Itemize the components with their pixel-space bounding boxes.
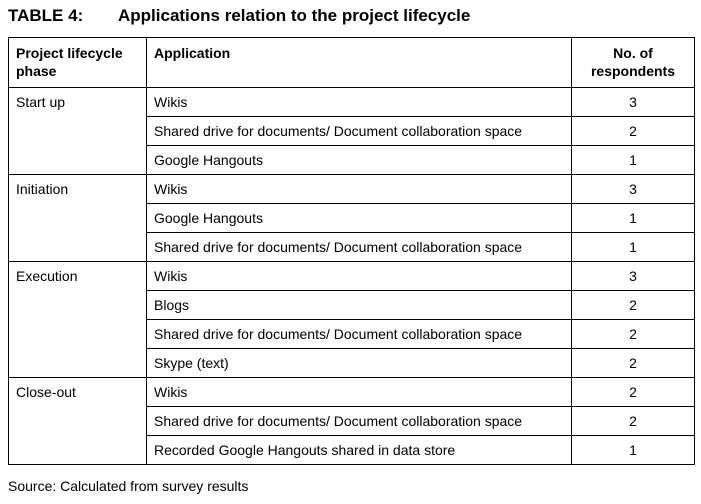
header-phase: Project lifecycle phase (9, 38, 147, 88)
application-cell: Shared drive for documents/ Document collaboration space (147, 233, 572, 262)
table-row (9, 175, 695, 204)
header-row (9, 38, 695, 88)
application-cell: Wikis (147, 88, 572, 117)
application-cell: Google Hangouts (147, 146, 572, 175)
application-cell: Blogs (147, 291, 572, 320)
count-cell: 1 (572, 146, 695, 175)
application-cell: Skype (text) (147, 349, 572, 378)
count-cell: 1 (572, 204, 695, 233)
header-application: Application (147, 38, 572, 88)
table-row (9, 378, 695, 407)
count-cell: 2 (572, 291, 695, 320)
phase-cell: Start up (9, 88, 147, 175)
count-cell: 1 (572, 436, 695, 465)
phase-cell: Execution (9, 262, 147, 378)
count-cell: 2 (572, 320, 695, 349)
source-note: Source: Calculated from survey results (8, 478, 249, 494)
application-cell: Wikis (147, 378, 572, 407)
application-cell: Google Hangouts (147, 204, 572, 233)
table-title: Applications relation to the project lifecycle (118, 6, 471, 25)
count-cell: 3 (572, 262, 695, 291)
count-cell: 3 (572, 175, 695, 204)
phase-cell: Initiation (9, 175, 147, 262)
count-cell: 2 (572, 378, 695, 407)
count-cell: 2 (572, 407, 695, 436)
phase-cell: Close-out (9, 378, 147, 465)
application-cell: Wikis (147, 262, 572, 291)
count-cell: 2 (572, 117, 695, 146)
table-row (9, 88, 695, 117)
table-number: TABLE 4: (8, 6, 84, 25)
lifecycle-table (8, 37, 695, 465)
application-cell: Wikis (147, 175, 572, 204)
table-row (9, 262, 695, 291)
application-cell: Shared drive for documents/ Document collaboration space (147, 407, 572, 436)
count-cell: 2 (572, 349, 695, 378)
count-cell: 3 (572, 88, 695, 117)
application-cell: Shared drive for documents/ Document collaboration space (147, 320, 572, 349)
count-cell: 1 (572, 233, 695, 262)
application-cell: Recorded Google Hangouts shared in data store (147, 436, 572, 465)
table-caption (8, 6, 470, 26)
header-respondents: No. of respondents (572, 38, 695, 88)
application-cell: Shared drive for documents/ Document collaboration space (147, 117, 572, 146)
